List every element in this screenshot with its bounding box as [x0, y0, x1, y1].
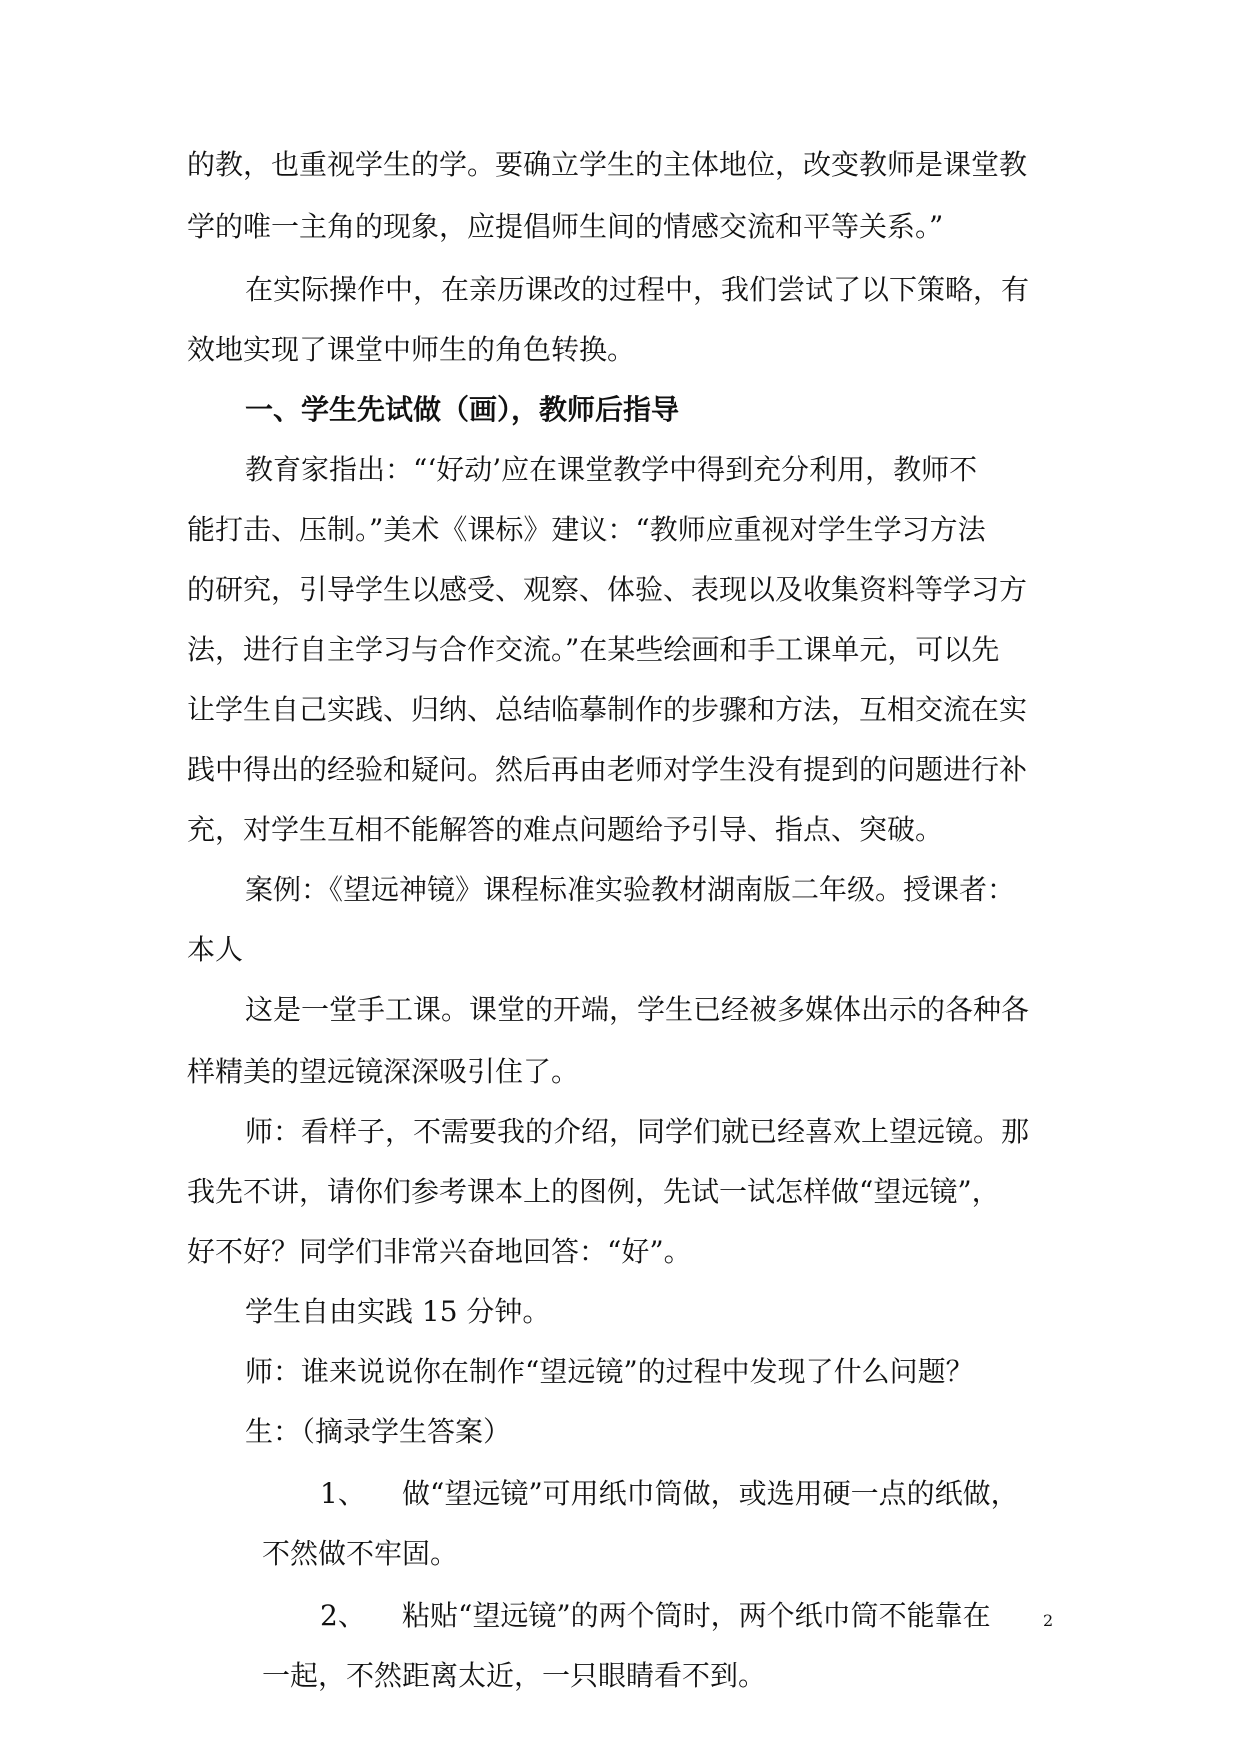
paragraph-line: 样精美的望远镜深深吸引住了。	[187, 1055, 580, 1088]
paragraph-line: 好不好？同学们非常兴奋地回答：“好”。	[187, 1235, 692, 1268]
paragraph-line: 充，对学生互相不能解答的难点问题给予引导、指点、突破。	[187, 813, 944, 846]
list-item-text: 粘贴“望远镜”的两个筒时，两个纸巾筒不能靠在	[402, 1599, 991, 1632]
paragraph-line: 的教，也重视学生的学。要确立学生的主体地位，改变教师是课堂教	[187, 148, 1028, 181]
list-item	[320, 1596, 991, 1636]
list-item-continuation: 不然做不牢固。	[262, 1537, 459, 1570]
paragraph-line: 在实际操作中，在亲历课改的过程中，我们尝试了以下策略，有	[245, 273, 1030, 306]
paragraph-line: 师：谁来说说你在制作“望远镜”的过程中发现了什么问题？	[245, 1355, 974, 1388]
paragraph-line: 效地实现了课堂中师生的角色转换。	[187, 333, 636, 366]
paragraph-line: 法，进行自主学习与合作交流。”在某些绘画和手工课单元，可以先	[187, 633, 1000, 666]
paragraph-line: 生：（摘录学生答案）	[245, 1415, 512, 1448]
paragraph-line: 这是一堂手工课。课堂的开端，学生已经被多媒体出示的各种各	[245, 993, 1030, 1026]
paragraph-line: 践中得出的经验和疑问。然后再由老师对学生没有提到的问题进行补	[187, 753, 1028, 786]
paragraph-line: 的研究，引导学生以感受、观察、体验、表现以及收集资料等学习方	[187, 573, 1028, 606]
paragraph-line: 能打击、压制。”美术《课标》建议：“教师应重视对学生学习方法	[187, 513, 986, 546]
page-number: 2	[1043, 1611, 1054, 1630]
paragraph-line: 学生自由实践 15 分钟。	[245, 1295, 551, 1328]
paragraph-line: 本人	[187, 933, 244, 966]
section-heading: 一、学生先试做（画），教师后指导	[245, 393, 680, 426]
list-item-number: 1、	[320, 1477, 366, 1510]
paragraph-line: 让学生自己实践、归纳、总结临摹制作的步骤和方法，互相交流在实	[187, 693, 1028, 726]
paragraph-line: 案例：《望远神镜》课程标准实验教材湖南版二年级。授课者：	[245, 873, 1016, 906]
paragraph-line: 学的唯一主角的现象，应提倡师生间的情感交流和平等关系。”	[187, 210, 944, 243]
list-item-number: 2、	[320, 1599, 366, 1632]
list-item-continuation: 一起，不然距离太近，一只眼睛看不到。	[262, 1659, 767, 1692]
list-item-text: 做“望远镜”可用纸巾筒做，或选用硬一点的纸做，	[402, 1477, 1019, 1510]
paragraph-line: 师：看样子，不需要我的介绍，同学们就已经喜欢上望远镜。那	[245, 1115, 1030, 1148]
paragraph-line: 教育家指出：“‘好动’应在课堂教学中得到充分利用，教师不	[245, 453, 978, 486]
paragraph-line: 我先不讲，请你们参考课本上的图例，先试一试怎样做“望远镜”，	[187, 1175, 1000, 1208]
list-item	[320, 1474, 1019, 1514]
